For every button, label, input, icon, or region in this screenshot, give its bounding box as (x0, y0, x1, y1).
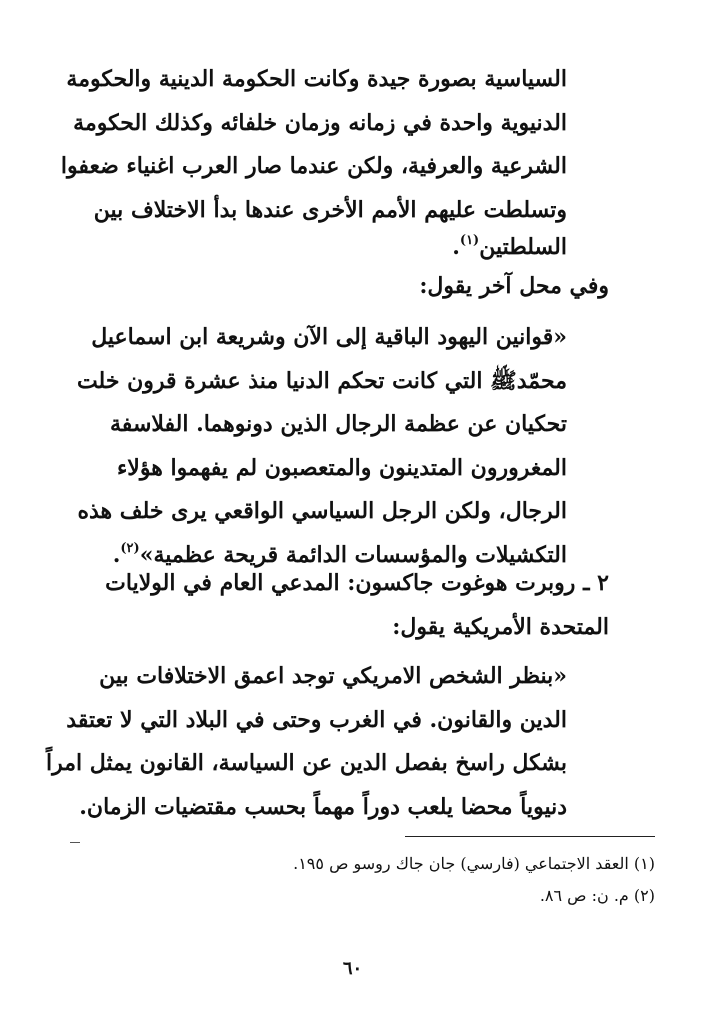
footnotes (293, 848, 655, 912)
paragraph-1-line: الشرعية والعرفية، ولكن عندما صار العرب اغنياء ضعفوا (60, 153, 567, 179)
quote-1-period: . (112, 541, 121, 568)
paragraph-1-last-text: السلطتين (479, 234, 567, 260)
paragraph-2-text: وفي محل آخر يقول: (419, 273, 609, 299)
item-number: ٢ ـ (583, 570, 609, 596)
quote-paragraph-1 (50, 316, 567, 577)
quote-2-line: الدين والقانون. في الغرب وحتى في البلاد التي لا تعتقد (66, 706, 567, 733)
page-number: ٦٠ (342, 958, 363, 979)
footnote-ref-1: (١) (459, 233, 480, 248)
footnote-1: (١) العقد الاجتماعي (فارسي) جان جاك روسو ص ١٩٥. (293, 854, 655, 873)
scan-mark (70, 842, 80, 843)
paragraph-1-line: وتسلطت عليهم الأمم الأخرى عندها بدأ الاختلاف بين (93, 196, 567, 223)
paragraph-4 (50, 562, 609, 649)
quote-2-line: دنيوياً محضا يلعب دوراً مهماً بحسب مقتضيات الزمان. (79, 793, 567, 820)
paragraph-4-line-2: المتحدة الأمريكية يقول: (392, 613, 609, 640)
quote-2-line: بشكل راسخ بفصل الدين عن السياسة، القانون يمثل امراً (46, 750, 567, 776)
paragraph-4-line-1-rest: المدعي العام في الولايات (105, 570, 340, 596)
person-name: روبرت هوغوت جاكسون: (347, 570, 576, 596)
quote-1-line: محمّدﷺ التي كانت تحكم الدنيا منذ عشرة قرون خلت (76, 367, 567, 394)
footnote-separator (405, 836, 655, 837)
quote-1-line: المغرورون المتدينون والمتعصبون لم يفهموا هؤلاء (116, 454, 567, 481)
paragraph-1-line: السياسية بصورة جيدة وكانت الحكومة الدينية والحكومة (66, 66, 567, 92)
quote-1-last-text: التكشيلات والمؤسسات الدائمة قريحة عظمية» (139, 541, 567, 568)
paragraph-1 (50, 58, 567, 232)
quote-1-line: تحكيان عن عظمة الرجال الذين دونوهما. الفلاسفة (110, 411, 567, 437)
paragraph-1-line: الدنيوية واحدة في زمانه وزمان خلفائه وكذلك الحكومة (73, 109, 567, 136)
paragraph-2 (50, 265, 609, 309)
paragraph-4-line-1 (50, 562, 609, 606)
quote-1-line: «قوانين اليهود الباقية إلى الآن وشريعة ابن اسماعيل (91, 324, 567, 350)
footnote-ref-2: (٢) (120, 540, 140, 556)
quote-2-line: «بنظر الشخص الامريكي توجد اعمق الاختلافات بين (99, 663, 567, 689)
paragraph-1-period: . (452, 234, 460, 260)
quote-paragraph-2 (46, 655, 567, 829)
paragraph-1-last-line (50, 226, 567, 270)
quote-1-line: الرجال، ولكن الرجل السياسي الواقعي يرى خلف هذه (77, 498, 567, 524)
footnote-2: (٢) م. ن: ص ٨٦. (539, 886, 655, 905)
